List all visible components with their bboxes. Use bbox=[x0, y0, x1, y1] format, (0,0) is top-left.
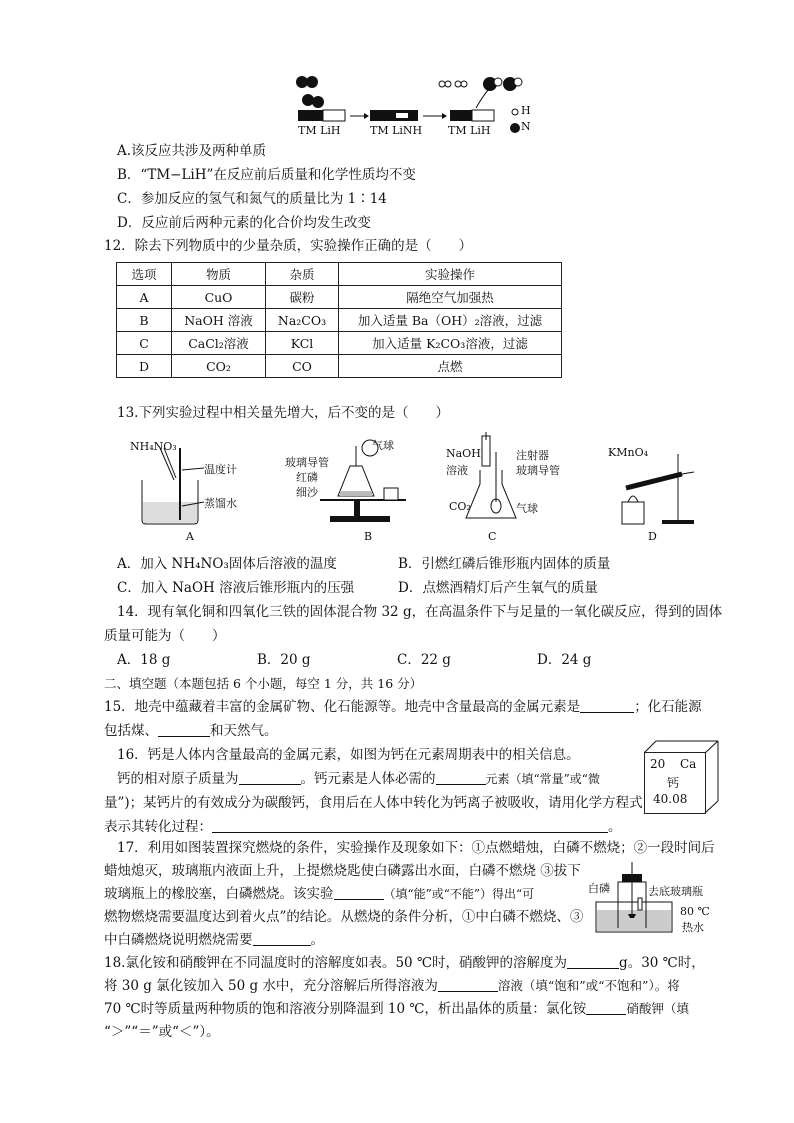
legend-n: N bbox=[521, 120, 531, 133]
atomic-number: 20 bbox=[650, 757, 666, 771]
table-row bbox=[117, 355, 562, 378]
table-row bbox=[117, 332, 562, 355]
cell: NaOH 溶液 bbox=[172, 309, 266, 332]
q15-text: ；化石能源 bbox=[634, 699, 702, 715]
header-operation: 实验操作 bbox=[339, 263, 562, 286]
q16-text: 钙的相对原子质量为 bbox=[117, 771, 239, 787]
q16-text: 。 bbox=[608, 819, 622, 835]
q16-blank1[interactable] bbox=[239, 770, 301, 785]
table-header-row bbox=[117, 263, 562, 286]
fig-c-syringe: 注射器 bbox=[516, 449, 549, 462]
section-heading: 二、填空题（本题包括 6 个小题，每空 1 分，共 16 分） bbox=[104, 676, 423, 691]
q17-text: （填“能”或“不能”）得出“可 bbox=[383, 887, 535, 901]
q14-option-d: D．24 g bbox=[537, 652, 592, 668]
q16-line4 bbox=[104, 818, 622, 836]
q16-blank3[interactable] bbox=[212, 818, 608, 833]
q13-option-a: A．加入 NH₄NO₃固体后溶液的温度 bbox=[117, 556, 337, 572]
header-option: 选项 bbox=[117, 263, 172, 286]
q18-text: 硝酸钾（填 bbox=[626, 1001, 689, 1016]
legend-h: H bbox=[521, 104, 531, 117]
q16-line3: 量”)；某钙片的有效成分为碳酸钙，食用后在人体中转化为钙离子被吸收，请用化学方程式 bbox=[104, 795, 643, 811]
q12-stem: 12．除去下列物质中的少量杂质，实验操作正确的是（ ） bbox=[104, 238, 473, 254]
q15-text: 15．地壳中蕴藏着丰富的金属矿物、化石能源等。地壳中含量最高的金属元素是 bbox=[104, 699, 581, 715]
stage3-label: TM LiH bbox=[448, 124, 491, 137]
q11-option-a: A.该反应共涉及两种单质 bbox=[117, 143, 267, 159]
q15-text: 包括煤、 bbox=[104, 723, 158, 739]
fig-d-letter: D bbox=[648, 530, 657, 543]
q15-blank1[interactable] bbox=[580, 698, 634, 713]
fig-c-solution: 溶液 bbox=[446, 464, 468, 477]
q13-option-b: B．引燃红磷后锥形瓶内固体的质量 bbox=[398, 556, 611, 572]
q11-option-c: C．参加反应的氢气和氮气的质量比为 1∶14 bbox=[117, 191, 387, 207]
cell: CaCl₂溶液 bbox=[172, 332, 266, 355]
stage2-label: TM LiNH bbox=[370, 124, 423, 137]
cell: CO₂ bbox=[172, 355, 266, 378]
q18-line4: “＞”“＝”或“＜”）。 bbox=[104, 1024, 220, 1040]
q18-text: 溶液（填“饱和”或“不饱和”）。将 bbox=[497, 978, 680, 993]
q18-line3 bbox=[104, 1000, 689, 1018]
q17-blank1[interactable] bbox=[334, 885, 384, 900]
q17-blank2[interactable] bbox=[253, 931, 311, 946]
cell: CuO bbox=[172, 286, 266, 309]
fig17-hot-water: 热水 bbox=[682, 921, 704, 934]
q16-text: 。钙元素是人体必需的 bbox=[300, 771, 436, 787]
q16-text: 表示其转化过程： bbox=[104, 819, 212, 835]
fig-a-nh4no3: NH₄NO₃ bbox=[130, 440, 177, 453]
cell: Na₂CO₃ bbox=[266, 309, 339, 332]
q13-option-d: D．点燃酒精灯后产生氧气的质量 bbox=[398, 580, 598, 596]
q16-text: 元素（填“常量”或“微 bbox=[485, 772, 600, 786]
cell: 加入适量 K₂CO₃溶液，过滤 bbox=[339, 332, 562, 355]
q17-text: 。 bbox=[310, 932, 324, 948]
q18-blank1[interactable] bbox=[567, 954, 619, 969]
fig-c-letter: C bbox=[488, 530, 497, 543]
cell: D bbox=[117, 355, 172, 378]
q13-stem: 13.下列实验过程中相关量先增大，后不变的是（ ） bbox=[117, 405, 449, 421]
cell: C bbox=[117, 332, 172, 355]
q12-table bbox=[116, 262, 562, 378]
fig-c-naoh: NaOH bbox=[446, 447, 481, 460]
element-name: 钙 bbox=[667, 776, 680, 790]
figure-a-apparatus bbox=[130, 440, 250, 530]
cell: KCl bbox=[266, 332, 339, 355]
cell: 点燃 bbox=[339, 355, 562, 378]
q18-text: g。30 ℃时， bbox=[619, 955, 705, 971]
q14-stem-line2: 质量可能为（ ） bbox=[104, 628, 226, 644]
q16-line1: 16．钙是人体内含量最高的金属元素，如图为钙在元素周期表中的相关信息。 bbox=[117, 747, 580, 763]
cell: 碳粉 bbox=[266, 286, 339, 309]
q15-line2 bbox=[104, 722, 278, 740]
element-symbol: Ca bbox=[680, 757, 697, 771]
q15-text: 和天然气。 bbox=[210, 723, 278, 739]
q15-line1 bbox=[104, 698, 702, 716]
fig-b-tube: 玻璃导管 bbox=[285, 456, 329, 469]
q16-blank2[interactable] bbox=[436, 770, 486, 785]
fig-c-balloon: 气球 bbox=[516, 502, 538, 515]
fig-b-letter: B bbox=[364, 530, 373, 543]
q13-option-c: C．加入 NaOH 溶液后锥形瓶内的压强 bbox=[117, 580, 355, 596]
q14-option-b: B．20 g bbox=[257, 652, 311, 668]
q14-option-a: A．18 g bbox=[117, 652, 171, 668]
table-row bbox=[117, 286, 562, 309]
q11-option-d: D．反应前后两种元素的化合价均发生改变 bbox=[117, 215, 371, 231]
q17-line5 bbox=[104, 931, 324, 949]
header-impurity: 杂质 bbox=[266, 263, 339, 286]
figure-b-apparatus bbox=[300, 436, 420, 526]
q18-text: 18.氯化铵和硝酸钾在不同温度时的溶解度如表。50 ℃时，硝酸钾的溶解度为 bbox=[104, 955, 568, 971]
q18-line2 bbox=[104, 977, 680, 995]
fig-a-water: 蒸馏水 bbox=[204, 497, 237, 510]
q17-line1: 17．利用如图装置探究燃烧的条件，实验操作及现象如下：①点燃蜡烛，白磷不燃烧；②一段时间后 bbox=[117, 840, 715, 856]
q17-line2: 蜡烛熄灭，玻璃瓶内液面上升，上提燃烧匙使白磷露出水面，白磷不燃烧 ③拔下 bbox=[104, 863, 581, 879]
q14-stem-line1: 14．现有氧化铜和四氧化三铁的固体混合物 32 g，在高温条件下与足量的一氧化碳反应，得到的固体 bbox=[117, 604, 723, 620]
fig17-temperature: 80 ℃ bbox=[680, 905, 710, 918]
cell: 加入适量 Ba（OH）₂溶液，过滤 bbox=[339, 309, 562, 332]
q18-text: 将 30 g 氯化铵加入 50 g 水中，充分溶解后所得溶液为 bbox=[104, 978, 438, 994]
fig-d-kmno4: KMnO₄ bbox=[608, 446, 648, 459]
atomic-mass: 40.08 bbox=[653, 792, 688, 806]
q17-text: 中白磷燃烧说明燃烧需要 bbox=[104, 932, 253, 948]
fig-a-letter: A bbox=[186, 530, 194, 543]
cell: 隔绝空气加强热 bbox=[339, 286, 562, 309]
q18-blank3[interactable] bbox=[586, 1000, 626, 1015]
fig-c-tube: 玻璃导管 bbox=[516, 464, 560, 477]
q15-blank2[interactable] bbox=[158, 722, 210, 737]
calcium-element-card bbox=[644, 752, 706, 814]
fig17-white-phosphorus: 白磷 bbox=[588, 882, 610, 895]
q18-text: 70 ℃时等质量两种物质的饱和溶液分别降温到 10 ℃，析出晶体的质量：氯化铵 bbox=[104, 1001, 587, 1017]
stage1-label: TM LiH bbox=[298, 124, 341, 137]
table-row bbox=[117, 309, 562, 332]
cell: A bbox=[117, 286, 172, 309]
fig-b-balloon: 气球 bbox=[372, 439, 394, 452]
fig17-bottle: 去底玻璃瓶 bbox=[648, 885, 703, 898]
fig-c-co2: CO₂ bbox=[449, 500, 471, 513]
q14-option-c: C．22 g bbox=[397, 652, 451, 668]
q17-line4: 燃物燃烧需要温度达到着火点”的结论。从燃烧的条件分析，①中白磷不燃烧、③ bbox=[104, 909, 584, 925]
cell: B bbox=[117, 309, 172, 332]
cell: CO bbox=[266, 355, 339, 378]
fig-a-thermometer: 温度计 bbox=[204, 463, 237, 476]
q16-line2 bbox=[117, 770, 600, 788]
q18-blank2[interactable] bbox=[438, 977, 498, 992]
fig-b-sand: 细沙 bbox=[296, 486, 318, 499]
header-substance: 物质 bbox=[172, 263, 266, 286]
fig-b-phosphorus: 红磷 bbox=[296, 471, 318, 484]
q18-line1 bbox=[104, 954, 705, 972]
q11-option-b: B．“TM−LiH”在反应前后质量和化学性质均不变 bbox=[117, 167, 416, 183]
q17-text: 玻璃瓶上的橡胶塞，白磷燃烧。该实验 bbox=[104, 886, 334, 902]
q17-line3 bbox=[104, 885, 534, 903]
